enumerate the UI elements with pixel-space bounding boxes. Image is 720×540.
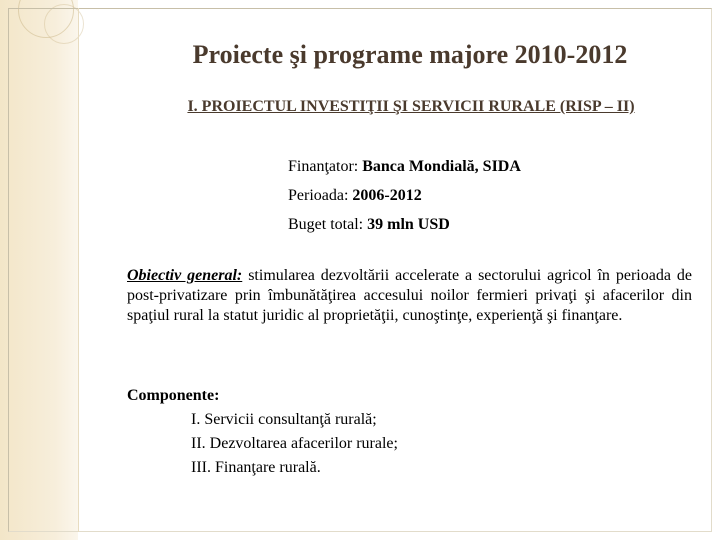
objective-label: Obiectiv general: [127, 267, 243, 284]
components-heading: Componente: [127, 387, 220, 404]
period-line [288, 181, 521, 210]
budget-label: Buget total: [288, 216, 368, 233]
band-divider [78, 8, 79, 532]
objective-text: stimularea dezvoltării accelerate a sectorului agricol în perioada de post-privatizare prin îmbunătăţirea accesului noilor fermieri privaţi şi afacerilor din spaţiul rural la statut juridic al proprietăţii, cunoştinţe, experienţă şi finanţare. [127, 267, 692, 324]
budget-line [288, 210, 521, 239]
budget-value: 39 mln USD [367, 216, 450, 233]
component-item: II. Dezvoltarea afacerilor rurale; [191, 435, 398, 452]
slide-title: Proiecte şi programe majore 2010-2012 [192, 40, 628, 69]
period-label: Perioada: [288, 187, 353, 204]
general-objective [127, 266, 692, 326]
funder-value: Banca Mondială, SIDA [362, 158, 521, 175]
project-info [288, 152, 521, 239]
components-section [127, 384, 398, 480]
component-item: III. Finanţare rurală. [191, 459, 321, 476]
funder-label: Finanţator: [288, 158, 363, 175]
period-value: 2006-2012 [352, 187, 422, 204]
component-item: I. Servicii consultanţă rurală; [191, 411, 377, 428]
project-subtitle: I. PROIECTUL INVESTIŢII ŞI SERVICII RURALE (RISP – II) [187, 98, 635, 115]
funder-line [288, 152, 521, 181]
